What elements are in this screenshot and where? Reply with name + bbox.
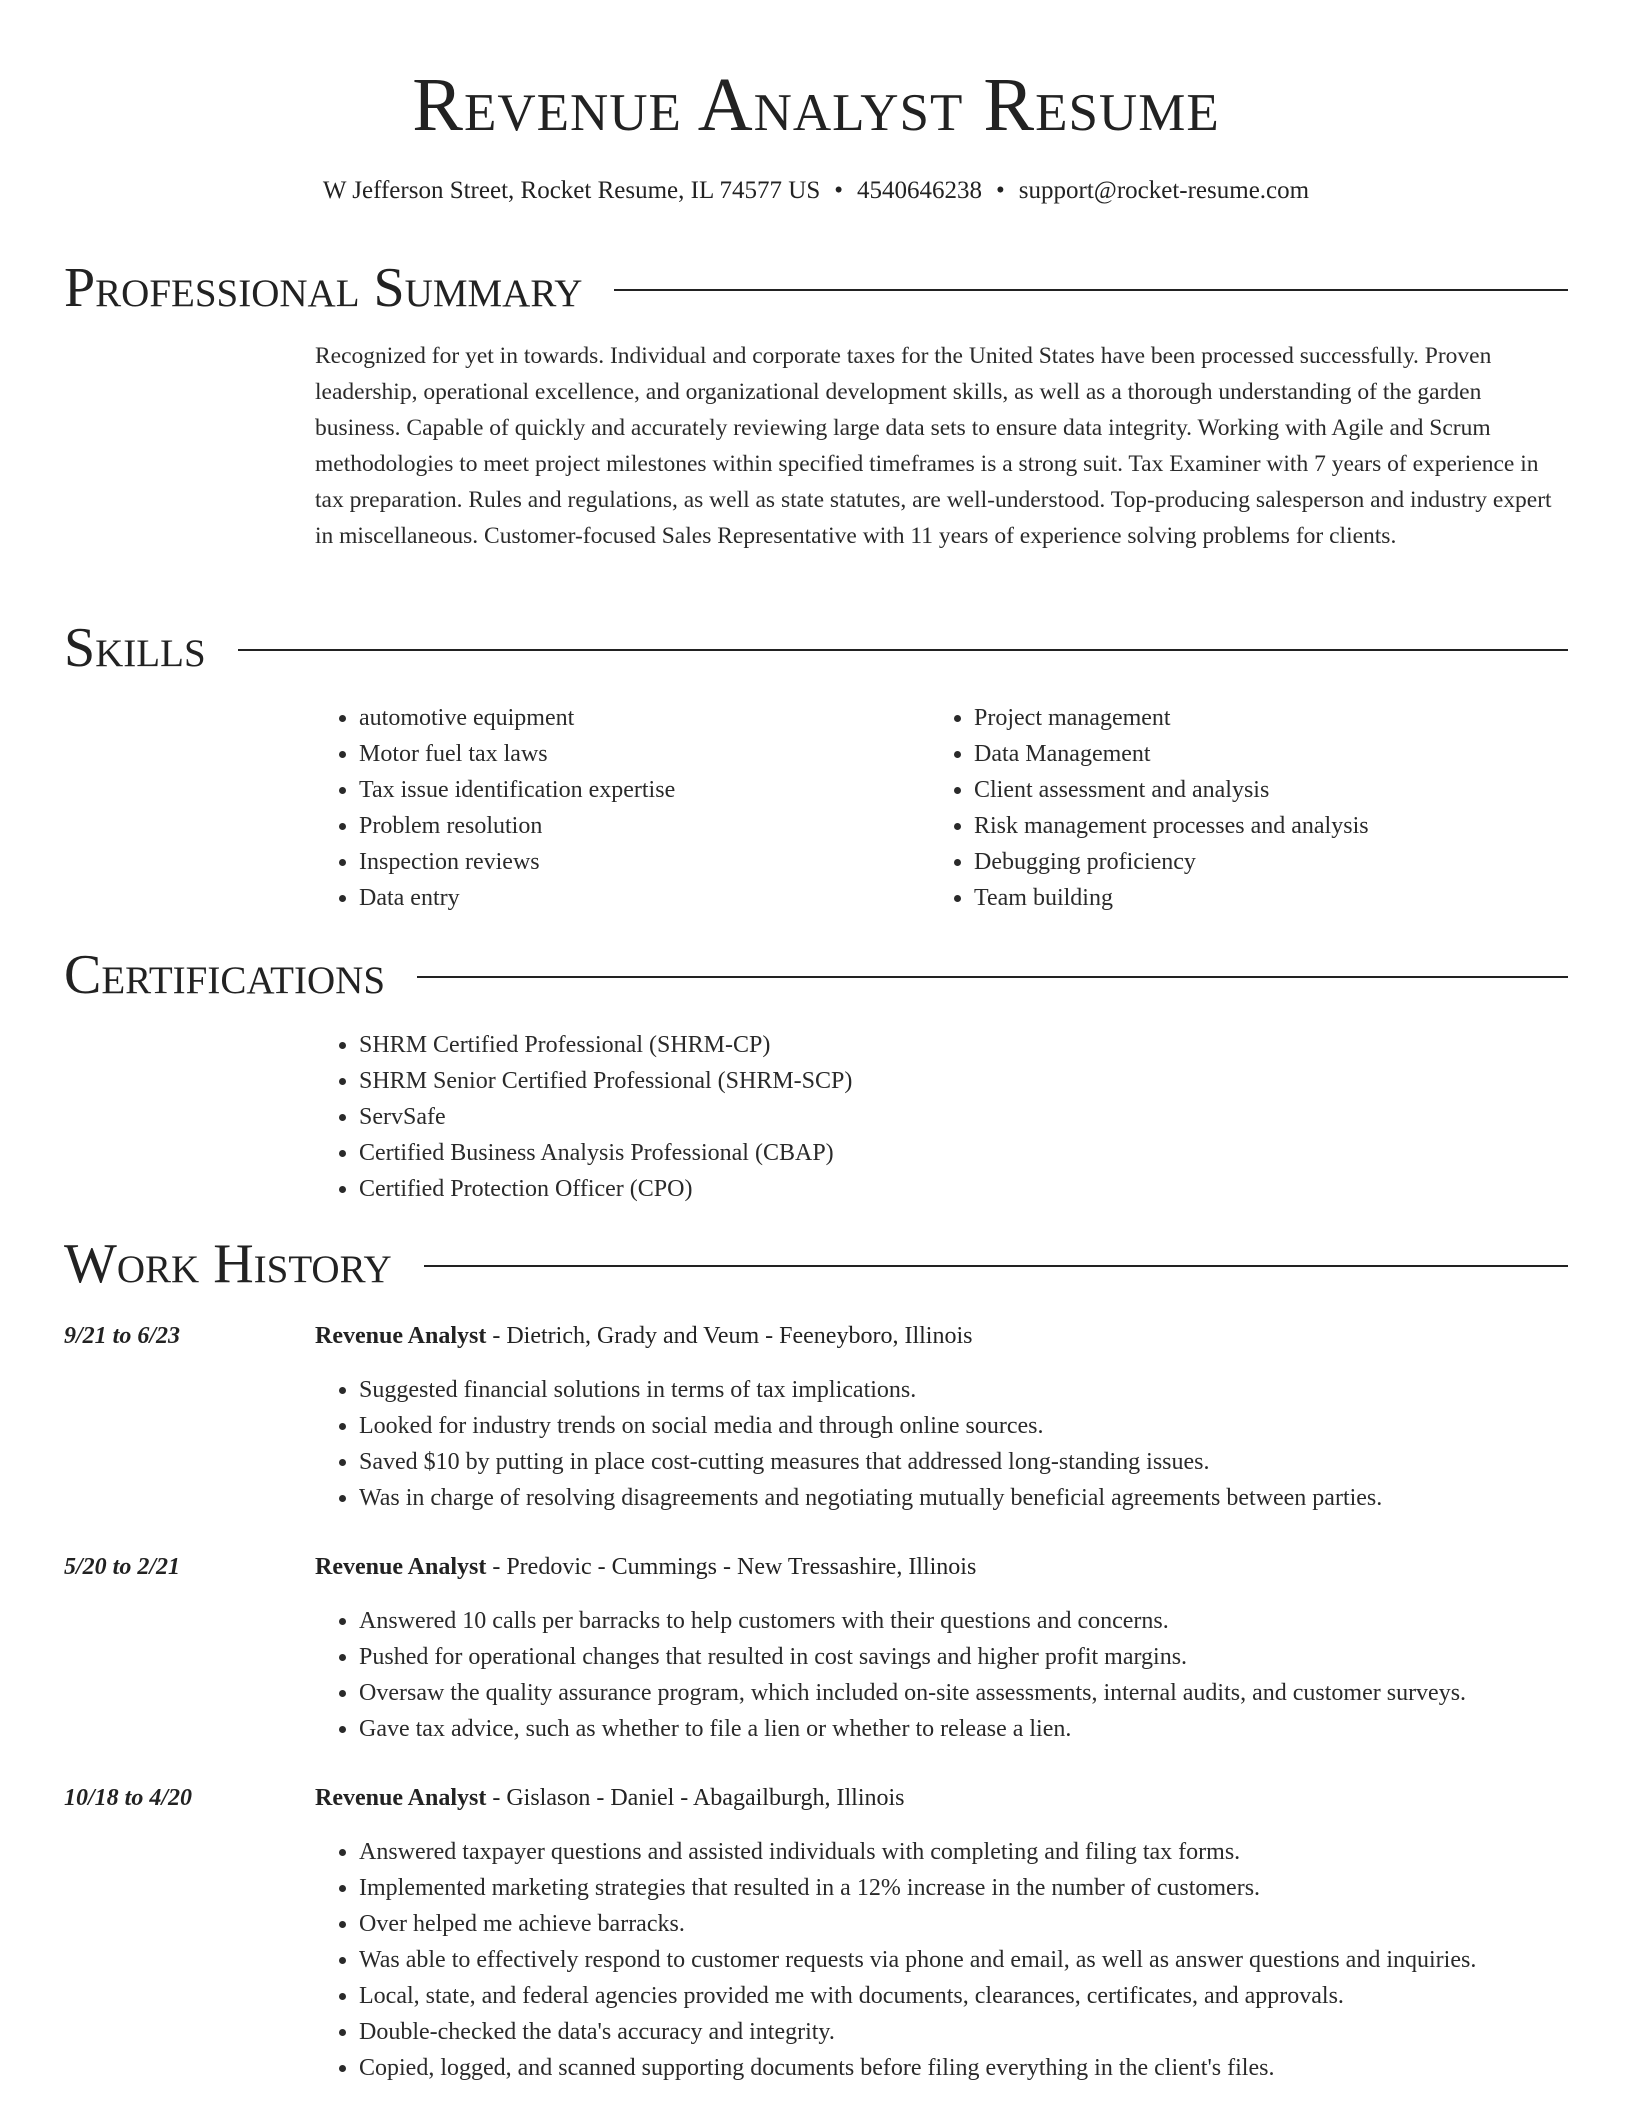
list-item: • automotive equipment xyxy=(359,700,675,736)
job-heading xyxy=(315,1549,976,1585)
list-item: • Tax issue identification expertise xyxy=(359,772,675,808)
job-dates: 10/18 to 4/20 xyxy=(64,1785,193,1811)
list-item: • Pushed for operational changes that resulted in cost savings and higher profit margins. xyxy=(359,1639,1575,1675)
contact-separator: • xyxy=(996,177,1005,204)
job-details: - Predovic - Cummings - New Tressashire, Illinois xyxy=(486,1554,977,1580)
list-item: • Data entry xyxy=(359,880,675,916)
list-item: • Copied, logged, and scanned supporting documents before filing everything in the client's files. xyxy=(359,2050,1575,2086)
job-details: - Dietrich, Grady and Veum - Feeneyboro, Illinois xyxy=(486,1323,973,1349)
section-title: Professional Summary xyxy=(64,257,583,319)
certifications-block xyxy=(315,1027,852,1207)
job-heading xyxy=(315,1780,905,1816)
list-item: • SHRM Senior Certified Professional (SHRM-SCP) xyxy=(359,1063,852,1099)
list-item: • Double-checked the data's accuracy and integrity. xyxy=(359,2014,1575,2050)
list-item: • Suggested financial solutions in terms of tax implications. xyxy=(359,1372,1575,1408)
job-title: Revenue Analyst xyxy=(315,1554,487,1580)
section-work-history-header xyxy=(64,1234,1568,1294)
list-item: • Implemented marketing strategies that resulted in a 12% increase in the number of customers. xyxy=(359,1870,1575,1906)
contact-phone: 4540646238 xyxy=(857,177,983,204)
section-summary-header xyxy=(64,258,1568,318)
job-bullets xyxy=(315,1603,1575,1747)
job-heading xyxy=(315,1318,972,1354)
list-item: • Data Management xyxy=(974,736,1369,772)
section-divider xyxy=(238,649,1568,651)
list-item: • Was able to effectively respond to customer requests via phone and email, as well as answer questions and inquiries. xyxy=(359,1942,1575,1978)
job-dates: 5/20 to 2/21 xyxy=(64,1554,181,1580)
list-item: • ServSafe xyxy=(359,1099,852,1135)
list-item: • Saved $10 by putting in place cost-cutting measures that addressed long-standing issues. xyxy=(359,1444,1575,1480)
skills-list xyxy=(315,700,675,916)
job-title: Revenue Analyst xyxy=(315,1323,487,1349)
skills-column-left xyxy=(315,700,675,916)
list-item: • Risk management processes and analysis xyxy=(974,808,1369,844)
list-item: • SHRM Certified Professional (SHRM-CP) xyxy=(359,1027,852,1063)
skills-column-right xyxy=(930,700,1369,916)
section-divider xyxy=(424,1265,1568,1267)
contact-separator: • xyxy=(834,177,844,204)
list-item: • Inspection reviews xyxy=(359,844,675,880)
section-divider xyxy=(614,289,1568,291)
list-item: • Oversaw the quality assurance program, which included on-site assessments, internal audits, and customer surveys. xyxy=(359,1675,1575,1711)
certifications-list xyxy=(315,1027,852,1207)
contact-email[interactable]: support@rocket-resume.com xyxy=(1018,177,1310,204)
list-item: • Local, state, and federal agencies provided me with documents, clearances, certificates, and approvals. xyxy=(359,1978,1575,2014)
job-dates: 9/21 to 6/23 xyxy=(64,1323,181,1349)
summary-text: Recognized for yet in towards. Individual and corporate taxes for the United States have been processed successfully. Proven leadership, operational excellence, and organizational development skills, as well as a thorough understanding of the garden business. Capable of quickly and accurately reviewing large data sets to ensure data integrity. Working with Agile and Scrum methodologies to meet project milestones within specified timeframes is a strong suit. Tax Examiner with 7 years of experience in tax preparation. Rules and regulations, as well as state statutes, are well-understood. Top-producing salesperson and industry expert in miscellaneous. Customer-focused Sales Representative with 11 years of experience solving problems for clients. xyxy=(315,343,1552,549)
list-item: • Over helped me achieve barracks. xyxy=(359,1906,1575,1942)
list-item: • Certified Business Analysis Professional (CBAP) xyxy=(359,1135,852,1171)
list-item: • Project management xyxy=(974,700,1369,736)
section-divider xyxy=(417,976,1568,978)
section-skills-header xyxy=(64,618,1568,678)
list-item: • Debugging proficiency xyxy=(974,844,1369,880)
contact-address: W Jefferson Street, Rocket Resume, IL 74577 US xyxy=(322,177,821,204)
job-details: - Gislason - Daniel - Abagailburgh, Illinois xyxy=(486,1785,905,1811)
section-certifications-header xyxy=(64,945,1568,1005)
list-item: • Gave tax advice, such as whether to file a lien or whether to release a lien. xyxy=(359,1711,1575,1747)
list-item: • Client assessment and analysis xyxy=(974,772,1369,808)
resume-title: Revenue Analyst Resume xyxy=(412,63,1220,147)
job-title: Revenue Analyst xyxy=(315,1785,487,1811)
section-title: Skills xyxy=(64,617,206,679)
list-item: • Answered taxpayer questions and assisted individuals with completing and filing tax forms. xyxy=(359,1834,1575,1870)
section-title: Work History xyxy=(64,1233,392,1295)
list-item: • Certified Protection Officer (CPO) xyxy=(359,1171,852,1207)
contact-line xyxy=(0,175,1632,207)
list-item: • Motor fuel tax laws xyxy=(359,736,675,772)
list-item: • Problem resolution xyxy=(359,808,675,844)
list-item: • Team building xyxy=(974,880,1369,916)
section-title: Certifications xyxy=(64,944,386,1006)
list-item: • Was in charge of resolving disagreements and negotiating mutually beneficial agreements between parties. xyxy=(359,1480,1575,1516)
list-item: • Answered 10 calls per barracks to help customers with their questions and concerns. xyxy=(359,1603,1575,1639)
skills-list xyxy=(930,700,1369,916)
job-bullets xyxy=(315,1372,1575,1516)
job-bullets xyxy=(315,1834,1575,2086)
list-item: • Looked for industry trends on social media and through online sources. xyxy=(359,1408,1575,1444)
